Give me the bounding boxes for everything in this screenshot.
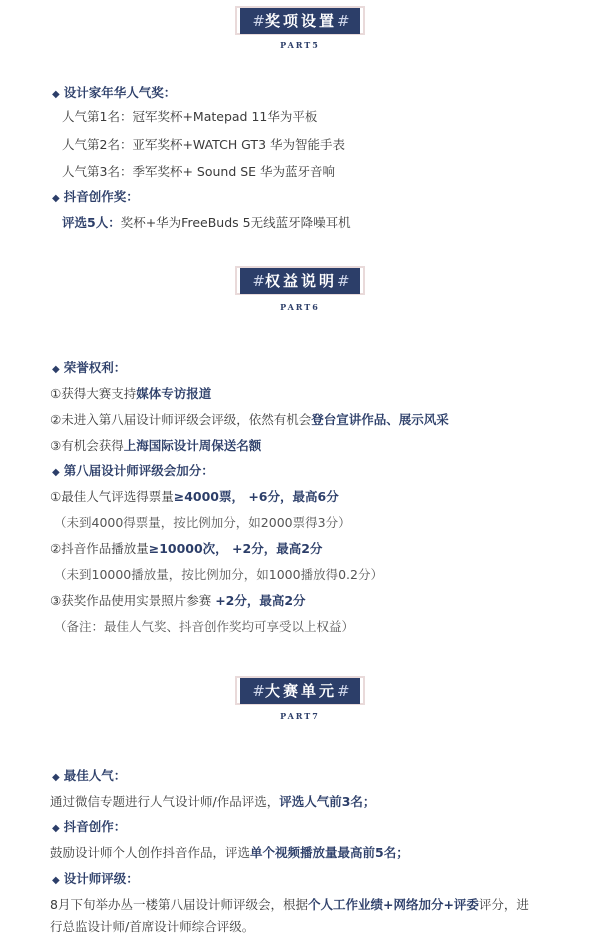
unit-douyin-detail: 鼓励设计师个人创作抖音作品，评选单个视频播放量最高前5名； (50, 845, 409, 860)
diamond-bullet-icon: ◆ (52, 467, 60, 478)
unit-douyin-heading: ◆ 抖音创作： (52, 819, 127, 834)
award-douyin-detail: 评选5人：奖杯+华为FreeBuds 5无线蓝牙降噪耳机 (62, 215, 351, 230)
diamond-bullet-icon: ◆ (52, 772, 60, 783)
award-rank-2: 人气第2名：亚军奖杯+WATCH GT3 华为智能手表 (62, 137, 345, 152)
badge-title: #大赛单元# (240, 678, 359, 704)
rating-bonus-heading: ◆ 第八届设计师评级会加分： (52, 463, 214, 478)
section-title-part6: 权益说明 (264, 272, 337, 290)
honor-rights-heading: ◆ 荣誉权利： (52, 360, 127, 375)
bonus-note-2: （未到10000播放量，按比例加分，如1000播放得0.2分） (54, 567, 383, 582)
award-popularity-heading: ◆ 设计家年华人气奖： (52, 85, 177, 100)
part-label-6: PART6 (280, 302, 320, 312)
award-douyin-heading: ◆ 抖音创作奖： (52, 189, 139, 204)
part-label-7: PART7 (280, 711, 320, 721)
unit-rating-detail: 8月下旬举办丛一楼第八届设计师评级会，根据个人工作业绩+网络加分+评委评分，进 (50, 897, 529, 912)
diamond-bullet-icon: ◆ (52, 823, 60, 834)
bonus-item-3: ③获奖作品使用实景照片参赛 +2分，最高2分 (50, 593, 306, 608)
honor-item-2: ②未进入第八届设计师评级会评级，依然有机会登台宣讲作品、展示风采 (50, 412, 449, 427)
diamond-bullet-icon: ◆ (52, 193, 60, 204)
section-title-part5: 奖项设置 (264, 12, 337, 30)
part-label-5: PART5 (280, 40, 320, 50)
bonus-note-remark: （备注：最佳人气奖、抖音创作奖均可享受以上权益） (54, 619, 355, 634)
bonus-note-1: （未到4000得票量，按比例加分，如2000票得3分） (54, 515, 351, 530)
badge-frame (235, 676, 364, 705)
honor-item-3: ③有机会获得上海国际设计周保送名额 (50, 438, 262, 453)
section-badge-part6 (0, 266, 600, 295)
section-badge-part5 (0, 6, 600, 35)
unit-rating-detail-cont: 行总监设计师/首席设计师综合评级。 (50, 919, 255, 934)
award-rank-3: 人气第3名：季军奖杯+ Sound SE 华为蓝牙音响 (62, 164, 336, 179)
bonus-item-1: ①最佳人气评选得票量≥4000票， +6分，最高6分 (50, 489, 339, 504)
diamond-bullet-icon: ◆ (52, 875, 60, 886)
diamond-bullet-icon: ◆ (52, 364, 60, 375)
bonus-item-2: ②抖音作品播放量≥10000次， +2分，最高2分 (50, 541, 323, 556)
unit-popularity-detail: 通过微信专题进行人气设计师/作品评选，评选人气前3名； (50, 794, 376, 809)
unit-popularity-heading: ◆ 最佳人气： (52, 768, 127, 783)
badge-frame (235, 266, 364, 295)
section-title-part7: 大赛单元 (264, 682, 337, 700)
diamond-bullet-icon: ◆ (52, 89, 60, 100)
badge-title: #权益说明# (240, 268, 359, 294)
badge-title: #奖项设置# (240, 8, 359, 34)
section-badge-part7 (0, 676, 600, 705)
badge-frame (235, 6, 364, 35)
award-rank-1: 人气第1名：冠军奖杯+Matepad 11华为平板 (62, 109, 318, 124)
unit-rating-heading: ◆ 设计师评级： (52, 871, 139, 886)
honor-item-1: ①获得大赛支持媒体专访报道 (50, 386, 212, 401)
